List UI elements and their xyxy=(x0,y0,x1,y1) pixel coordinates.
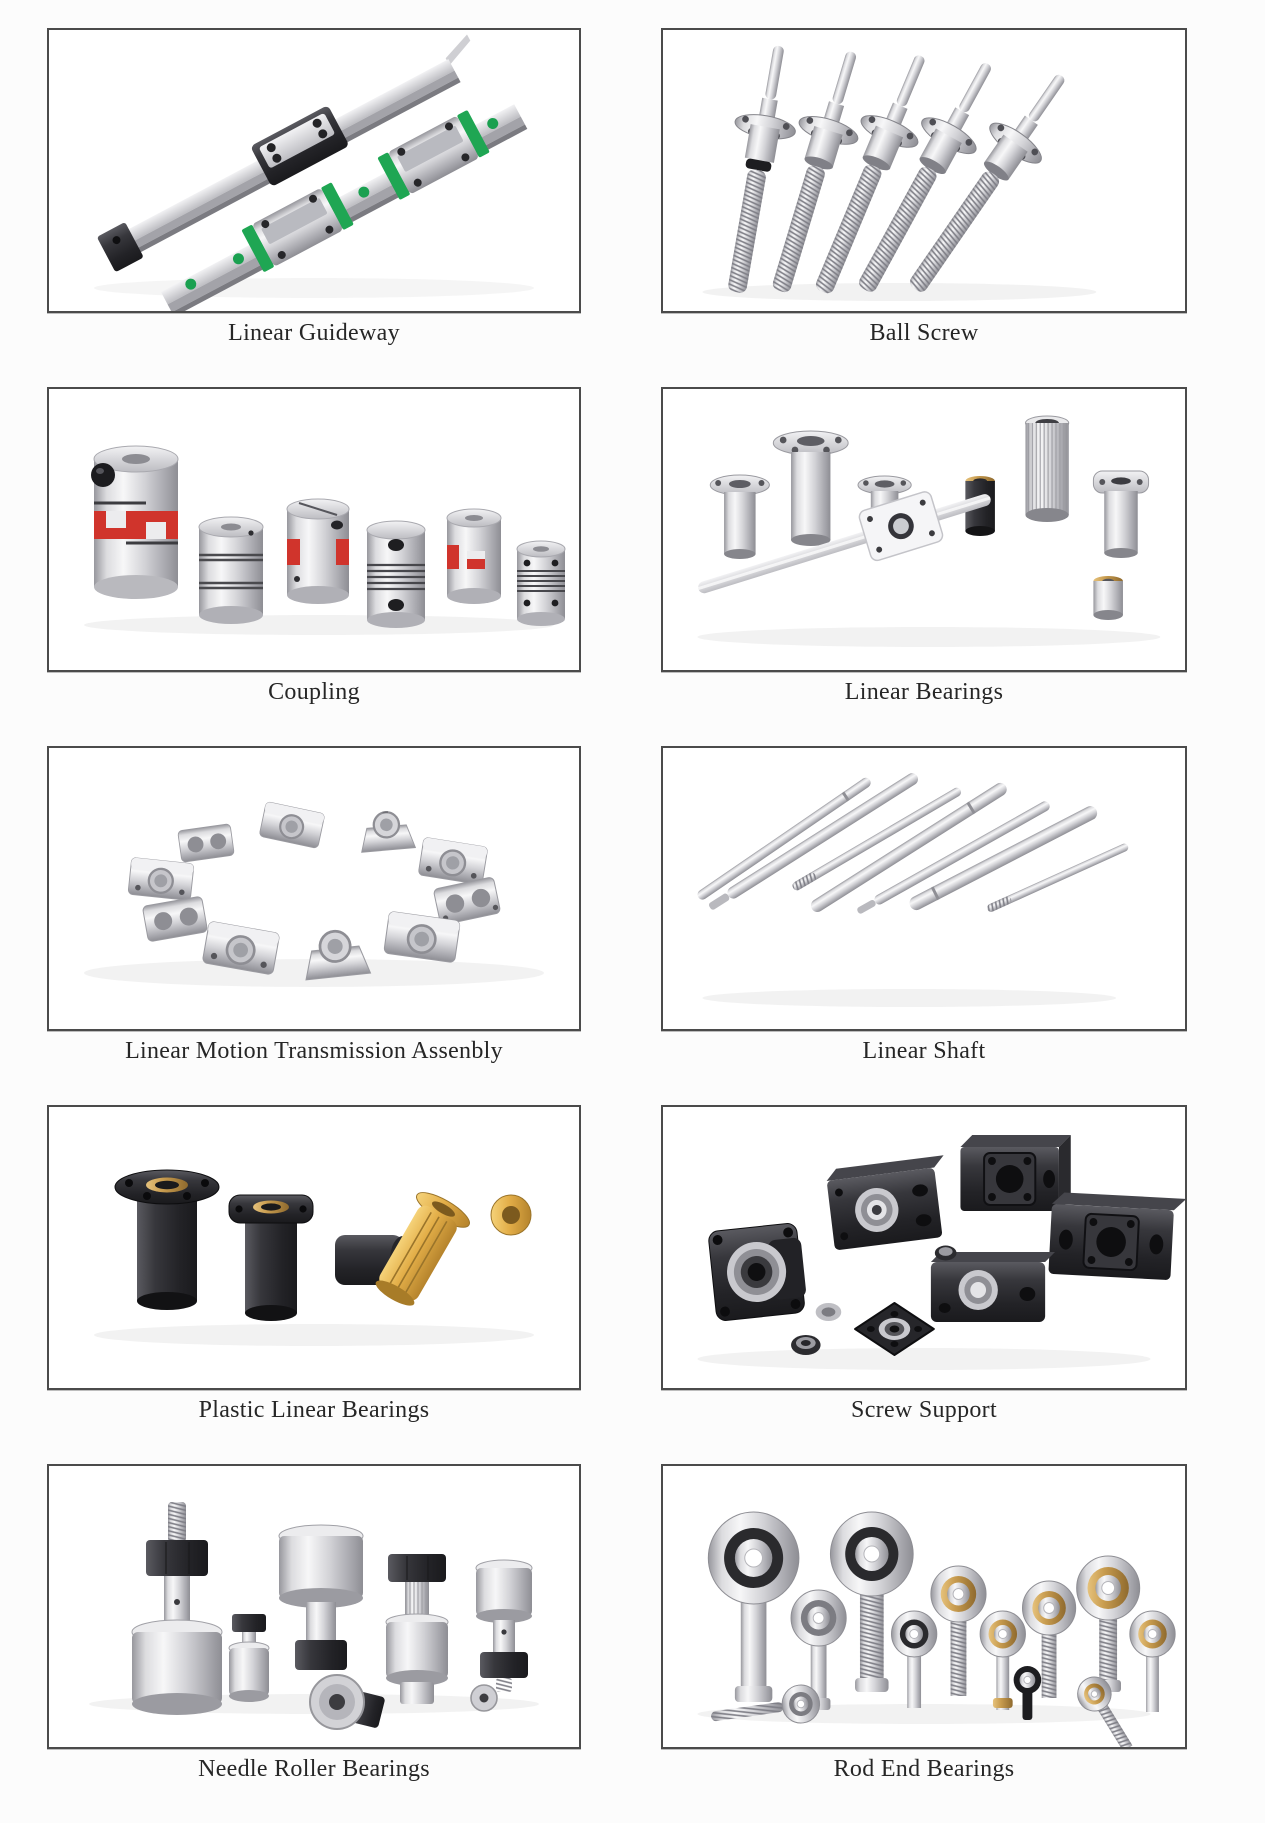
linear-shaft-photo xyxy=(663,748,1185,1029)
product-card-coupling xyxy=(47,387,581,746)
product-caption: Linear Guideway xyxy=(228,320,400,346)
product-card-rod-end-bearings xyxy=(661,1464,1187,1823)
product-image-box xyxy=(47,28,581,313)
product-caption: Linear Bearings xyxy=(844,679,1004,705)
linear-bearings-photo xyxy=(663,389,1185,670)
product-caption: Needle Roller Bearings xyxy=(198,1756,430,1782)
product-image-box xyxy=(661,28,1187,313)
plastic-linear-bearings-photo xyxy=(49,1107,579,1388)
product-caption: Plastic Linear Bearings xyxy=(198,1397,430,1423)
product-card-linear-bearings xyxy=(661,387,1187,746)
product-grid xyxy=(47,28,1187,1823)
product-card-linear-guideway xyxy=(47,28,581,387)
product-image-box xyxy=(47,387,581,672)
product-card-plastic-linear-bearings xyxy=(47,1105,581,1464)
product-image-box xyxy=(47,1105,581,1390)
needle-roller-bearings-photo xyxy=(49,1466,579,1747)
product-card-linear-motion-transmission-assembly xyxy=(47,746,581,1105)
product-image-box xyxy=(661,387,1187,672)
coupling-photo xyxy=(49,389,579,670)
product-image-box xyxy=(47,746,581,1031)
rod-end-bearings-photo xyxy=(663,1466,1185,1747)
product-caption: Coupling xyxy=(268,679,360,705)
screw-support-photo xyxy=(663,1107,1185,1388)
product-image-box xyxy=(47,1464,581,1749)
product-caption: Linear Motion Transmission Assenbly xyxy=(125,1038,503,1064)
product-caption: Rod End Bearings xyxy=(833,1756,1015,1782)
product-card-linear-shaft xyxy=(661,746,1187,1105)
product-card-screw-support xyxy=(661,1105,1187,1464)
ball-screw-photo xyxy=(663,30,1185,311)
product-card-needle-roller-bearings xyxy=(47,1464,581,1823)
linear-guideway-photo xyxy=(49,30,579,311)
linear-motion-transmission-assembly-photo xyxy=(49,748,579,1029)
product-caption: Linear Shaft xyxy=(862,1038,986,1064)
product-caption: Ball Screw xyxy=(869,320,979,346)
product-image-box xyxy=(661,1105,1187,1390)
product-image-box xyxy=(661,746,1187,1031)
product-image-box xyxy=(661,1464,1187,1749)
product-caption: Screw Support xyxy=(851,1397,997,1423)
product-card-ball-screw xyxy=(661,28,1187,387)
